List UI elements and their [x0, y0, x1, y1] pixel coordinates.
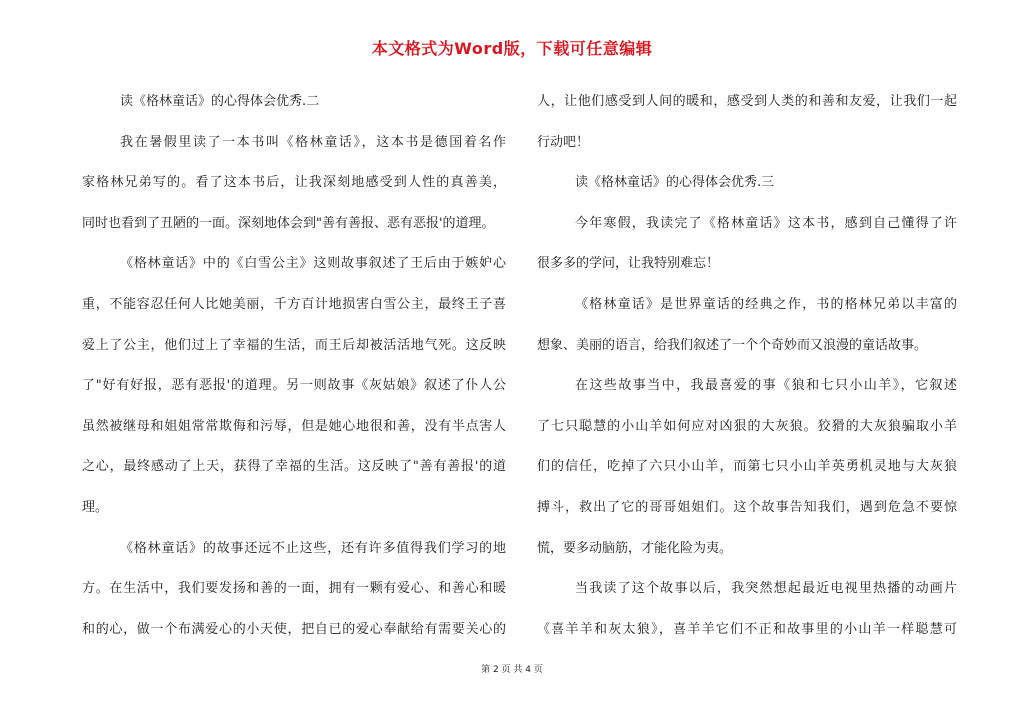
text-line: 爱上了公主，他们过上了幸福的生活，而王后却被活活地气死。这反映 — [82, 337, 506, 353]
text-line: 们的信任，吃掉了六只小山羊，而第七只小山羊英勇机灵地与大灰狼 — [537, 459, 957, 475]
text-line: 人，让他们感受到人间的暖和，感受到人类的和善和友爱，让我们一起 — [537, 94, 957, 109]
document-header-title: 本文格式为Word版，下载可任意编辑 — [371, 39, 653, 58]
text-line: 《喜羊羊和灰太狼》，喜羊羊它们不正和故事里的小山羊一样聪慧可 — [537, 621, 957, 637]
text-line: 慌，要多动脑筋，才能化险为夷。 — [537, 540, 733, 556]
text-line: 《格林童话》是世界童话的经典之作，书的格林兄弟以丰富的 — [575, 296, 957, 312]
text-line: 虽然被继母和姐姐常常欺侮和污辱，但是她心地很和善，没有半点害人 — [82, 418, 506, 434]
text-line: 之心，最终感动了上天，获得了幸福的生活。这反映了"善有善报'的道 — [82, 459, 506, 475]
text-line: 在这些故事当中，我最喜爱的事《狼和七只小山羊》，它叙述 — [575, 378, 957, 394]
text-line: 了"好有好报，恶有恶报'的道理。另一则故事《灰姑娘》叙述了仆人公 — [82, 378, 506, 394]
text-line: 很多多的学问，让我特别难忘！ — [537, 256, 720, 272]
text-line: 理。 — [82, 499, 109, 515]
text-line: 家格林兄弟写的。看了这本书后，让我深刻地感受到人性的真善美， — [82, 175, 506, 191]
text-line: 和的心，做一个布满爱心的小天使，把自已的爱心奉献给有需要关心的 — [82, 621, 506, 637]
text-line: 《格林童话》中的《白雪公主》这则故事叙述了王后由于嫉妒心 — [120, 256, 506, 272]
text-line: 重，不能容忍任何人比她美丽，千方百计地损害白雪公主，最终王子喜 — [82, 296, 506, 312]
text-line: 读《格林童话》的心得体会优秀.三 — [575, 175, 775, 191]
text-line: 我在暑假里读了一本书叫《格林童话》，这本书是德国着名作 — [120, 134, 506, 150]
text-line: 行动吧！ — [537, 134, 590, 150]
text-line: 搏斗，救出了它的哥哥姐姐们。这个故事告知我们，遇到危急不要惊 — [537, 499, 957, 515]
text-line: 想象、美丽的语言，给我们叙述了一个个奇妙而又浪漫的童话故事。 — [537, 337, 928, 353]
text-line: 读《格林童话》的心得体会优秀.二 — [120, 94, 320, 109]
right-text-column — [537, 82, 957, 650]
page-footer: 第 2 页 共 4 页 — [481, 665, 543, 675]
text-line: 当我读了这个故事以后，我突然想起最近电视里热播的动画片 — [575, 581, 957, 597]
text-line: 同时也看到了丑陋的一面。深刻地体会到"善有善报、恶有恶报'的道理。 — [82, 215, 495, 231]
text-line: 今年寒假，我读完了《格林童话》这本书，感到自己懂得了许 — [575, 215, 957, 231]
text-line: 了七只聪慧的小山羊如何应对凶狠的大灰狼。狡猾的大灰狼骗取小羊 — [537, 418, 957, 434]
text-line: 方。在生活中，我们要发扬和善的一面，拥有一颗有爱心、和善心和暖 — [82, 581, 506, 597]
text-line: 《格林童话》的故事还远不止这些，还有许多值得我们学习的地 — [120, 540, 506, 556]
left-text-column — [82, 82, 506, 650]
